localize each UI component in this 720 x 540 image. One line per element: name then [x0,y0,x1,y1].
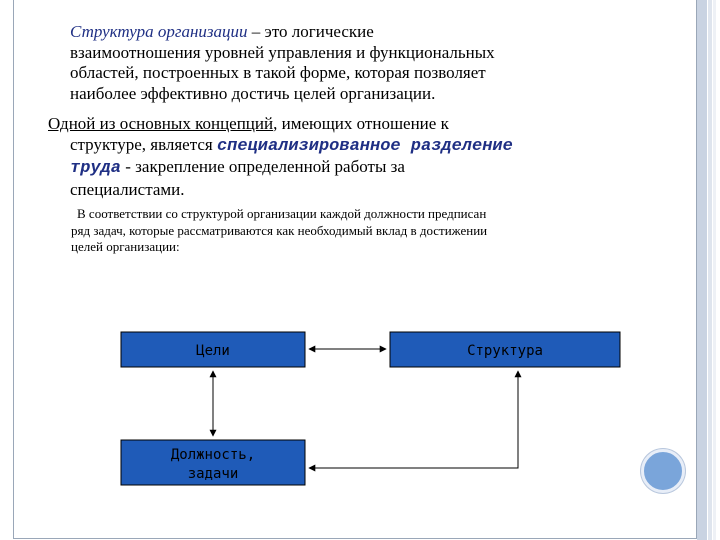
text: , имеющих отношение к [273,114,449,133]
text: структуре, является [70,134,217,154]
text: ряд задач, которые рассматриваются как необходимый вклад в достижении [71,222,488,238]
text: специалистами. [70,179,185,199]
text: - закрепление определенной работы за [121,157,405,176]
text: взаимоотношения уровней управления и функциональных [70,42,495,62]
text: целей организации: [71,239,180,254]
text: областей, построенных в такой форме, которая позволяет [70,63,486,82]
text: – это логические [247,22,374,41]
term-labor: труда [70,159,122,178]
underlined-phrase: Одной из основных концепций [48,114,274,133]
node-position-label-1: Должность, [170,447,256,463]
node-position-label-2: задачи [187,466,239,482]
text: В соответствии со структурой организации каждой должности предписан [77,206,487,221]
text: наиболее эффективно достичь целей организации. [70,83,436,103]
node-structure-label: Структура [467,343,543,359]
decorative-circle [641,449,685,493]
term-specialization: специализированное разделение [216,136,513,156]
edge-position-structure [309,371,518,468]
term-structure-organization: Структура организации [70,22,248,41]
node-goals-label: Цели [196,343,230,359]
